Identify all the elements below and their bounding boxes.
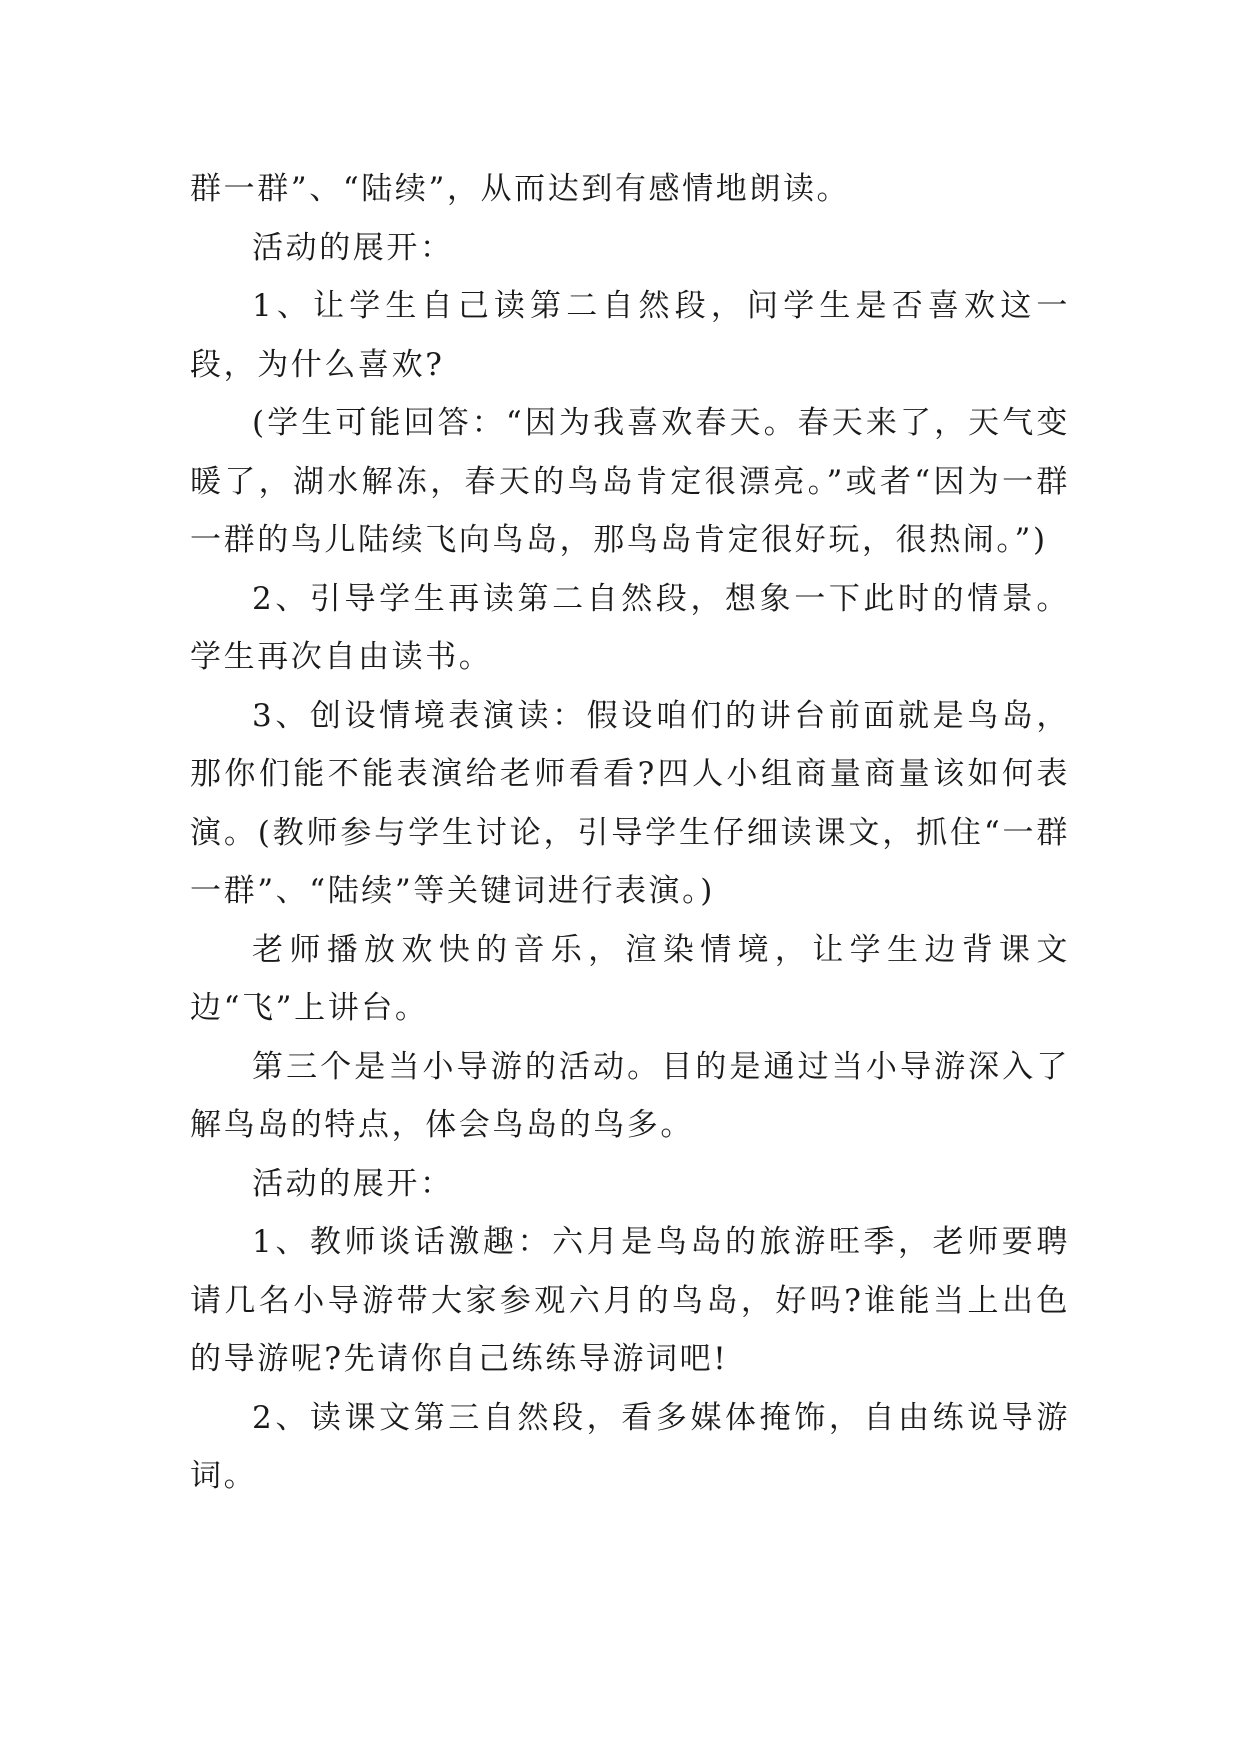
paragraph: 3、创设情境表演读：假设咱们的讲台前面就是鸟岛，那你们能不能表演给老师看看?四人小组商量商量该如何表演。(教师参与学生讨论，引导学生仔细读课文，抓住“一群一群”、“陆续”等关键词进行表演。) [190,697,1070,909]
paragraph: 2、读课文第三自然段，看多媒体掩饰，自由练说导游词。 [190,1399,1070,1494]
paragraph: 第三个是当小导游的活动。目的是通过当小导游深入了解鸟岛的特点，体会鸟岛的鸟多。 [190,1048,1070,1143]
paragraph: 活动的展开： [252,229,454,266]
document-body [190,160,1070,1506]
paragraph: 2、引导学生再读第二自然段，想象一下此时的情景。学生再次自由读书。 [190,580,1070,675]
paragraph: 老师播放欢快的音乐，渲染情境，让学生边背课文边“飞”上讲台。 [190,931,1070,1026]
paragraph: 活动的展开： [252,1165,454,1202]
paragraph: 群一群”、“陆续”，从而达到有感情地朗读。 [190,171,851,207]
paragraph: (学生可能回答：“因为我喜欢春天。春天来了，天气变暖了，湖水解冻，春天的鸟岛肯定很漂亮。”或者“因为一群一群的鸟儿陆续飞向鸟岛，那鸟岛肯定很好玩，很热闹。”) [190,405,1070,558]
paragraph: 1、让学生自己读第二自然段，问学生是否喜欢这一段，为什么喜欢? [190,288,1070,383]
paragraph: 1、教师谈话激趣：六月是鸟岛的旅游旺季，老师要聘请几名小导游带大家参观六月的鸟岛，好吗?谁能当上出色的导游呢?先请你自己练练导游词吧! [190,1224,1070,1377]
